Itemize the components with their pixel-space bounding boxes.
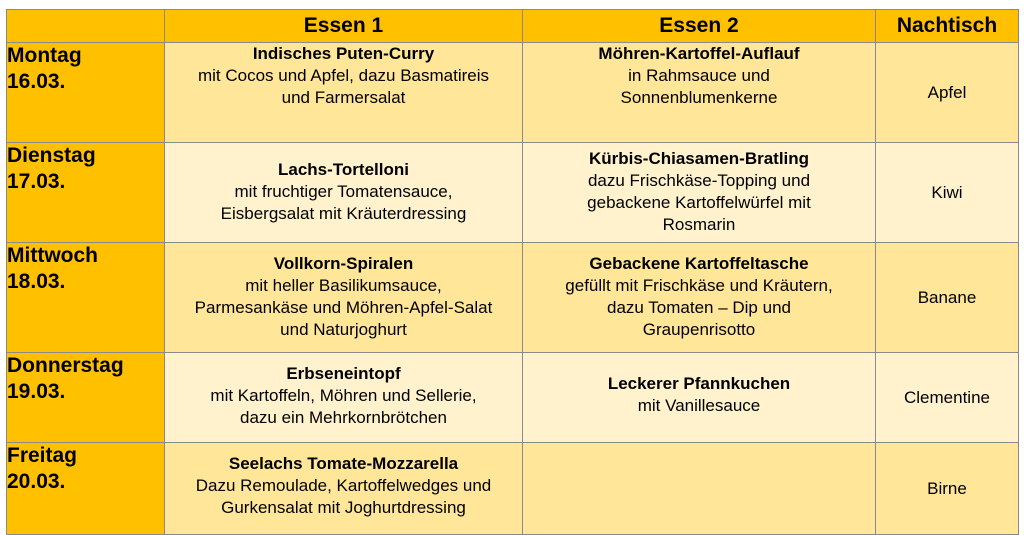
dessert-cell: Banane (876, 243, 1019, 353)
dessert-cell: Clementine (876, 353, 1019, 443)
dessert-cell: Birne (876, 443, 1019, 535)
essen-1-cell (165, 43, 523, 143)
dish-description: mit Cocos und Apfel, dazu Basmatireis und Farmersalat (197, 66, 490, 107)
header-corner (7, 10, 165, 43)
dish-title: Vollkorn-Spiralen (273, 254, 414, 273)
essen-2-cell (523, 43, 876, 143)
dessert-cell: Apfel (876, 43, 1019, 143)
dish-title: Erbseneintopf (286, 364, 401, 383)
header-essen-2: Essen 2 (523, 10, 876, 43)
essen-1-cell (165, 243, 523, 353)
dish-title: Gebackene Kartoffeltasche (589, 254, 809, 273)
dish-description: mit Vanillesauce (637, 396, 761, 415)
header-nachtisch: Nachtisch (876, 10, 1019, 43)
day-name: Dienstag (7, 144, 96, 167)
dish-description: mit fruchtiger Tomatensauce, Eisbergsalat mit Kräuterdressing (220, 182, 467, 223)
day-cell (7, 443, 165, 535)
essen-2-cell (523, 443, 876, 535)
day-date: 20.03. (7, 470, 66, 493)
table-row (7, 243, 1019, 353)
day-name: Freitag (7, 444, 78, 467)
dessert-cell: Kiwi (876, 143, 1019, 243)
day-name: Mittwoch (7, 244, 98, 267)
essen-2-cell (523, 353, 876, 443)
dish-title: Indisches Puten-Curry (252, 44, 435, 63)
day-date: 19.03. (7, 380, 66, 403)
dish-title: Möhren-Kartoffel-Auflauf (598, 44, 800, 63)
day-cell (7, 353, 165, 443)
dish-description: mit Kartoffeln, Möhren und Sellerie, dazu ein Mehrkornbrötchen (210, 386, 477, 427)
day-cell (7, 43, 165, 143)
menu-table (6, 9, 1019, 535)
essen-1-cell (165, 353, 523, 443)
dish-description: gefüllt mit Frischkäse und Kräutern, dazu Tomaten – Dip und Graupenrisotto (565, 276, 833, 339)
dish-description: Dazu Remoulade, Kartoffelwedges und Gurkensalat mit Joghurtdressing (195, 476, 492, 517)
table-row (7, 443, 1019, 535)
day-date: 16.03. (7, 70, 66, 93)
day-date: 18.03. (7, 270, 66, 293)
dish-description: dazu Frischkäse-Topping und gebackene Kartoffelwürfel mit Rosmarin (587, 171, 811, 234)
essen-1-cell (165, 143, 523, 243)
dish-description: in Rahmsauce und Sonnenblumenkerne (620, 66, 778, 107)
table-row (7, 353, 1019, 443)
dish-title: Leckerer Pfannkuchen (607, 374, 791, 393)
dish-title: Seelachs Tomate-Mozzarella (228, 454, 459, 473)
essen-1-cell (165, 443, 523, 535)
table-row (7, 43, 1019, 143)
day-cell (7, 243, 165, 353)
table-row (7, 143, 1019, 243)
header-row (7, 10, 1019, 43)
dish-title: Kürbis-Chiasamen-Bratling (588, 149, 810, 168)
day-date: 17.03. (7, 170, 66, 193)
header-essen-1: Essen 1 (165, 10, 523, 43)
day-cell (7, 143, 165, 243)
essen-2-cell (523, 243, 876, 353)
dish-title: Lachs-Tortelloni (278, 160, 409, 179)
dish-description: mit heller Basilikumsauce, Parmesankäse und Möhren-Apfel-Salat und Naturjoghurt (194, 276, 493, 339)
day-name: Montag (7, 44, 82, 67)
day-name: Donnerstag (7, 354, 124, 377)
essen-2-cell (523, 143, 876, 243)
